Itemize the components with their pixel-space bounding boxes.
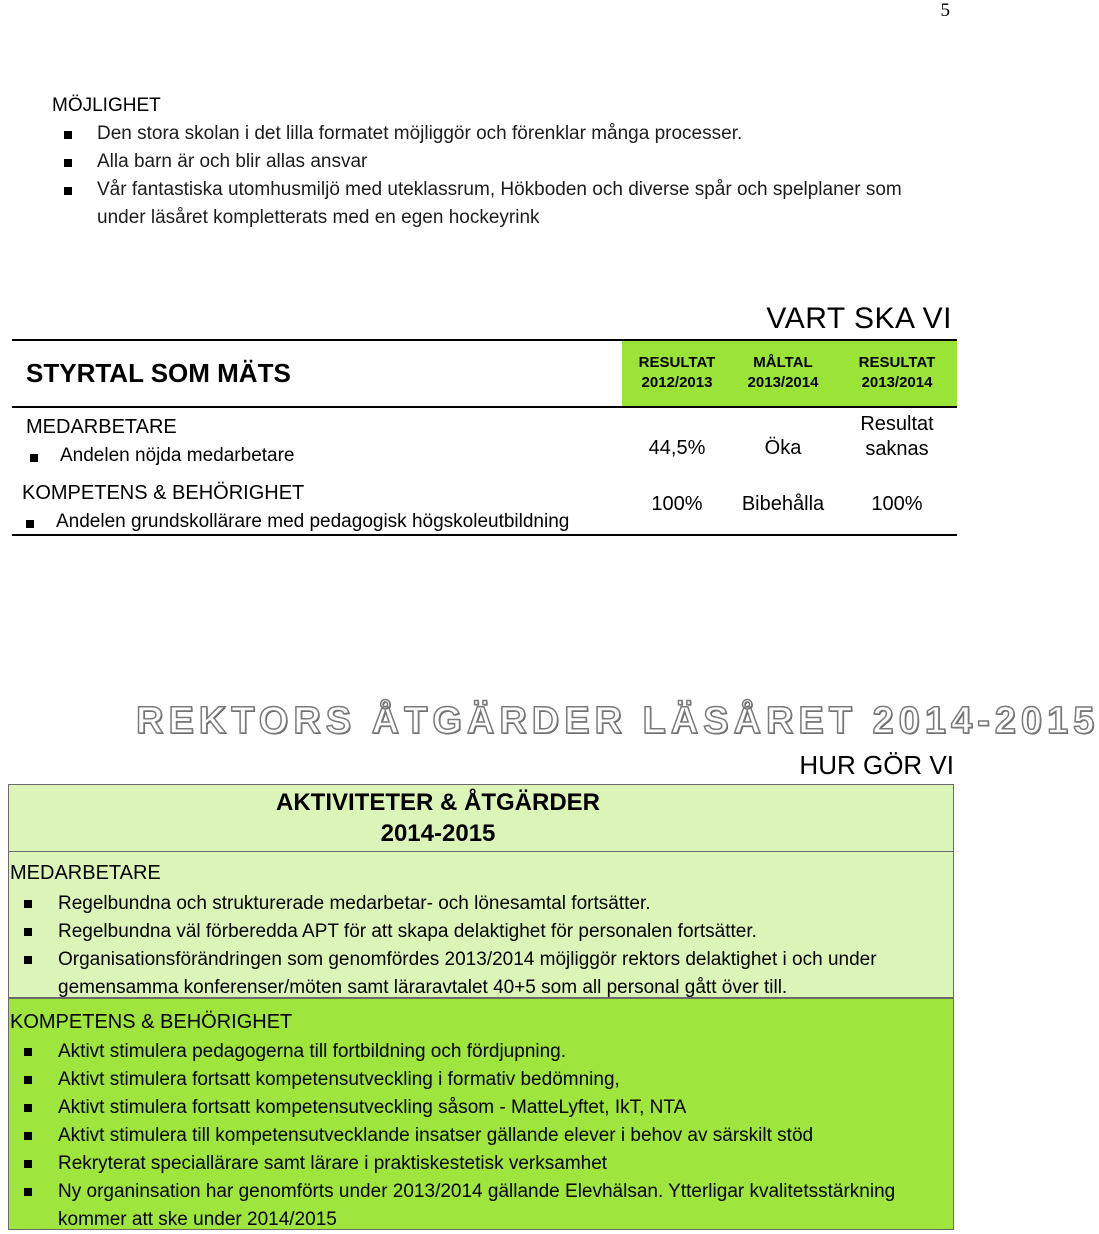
list-item: Aktivt stimulera fortsatt kompetensutveckling såsom - MatteLyftet, IkT, NTA	[10, 1094, 940, 1122]
column-header-line: 2013/2014	[747, 374, 819, 391]
medarbetare-heading: MEDARBETARE	[10, 862, 161, 884]
column-header-line: 2013/2014	[861, 374, 933, 391]
styrtal-title: STYRTAL SOM MÄTS	[26, 358, 291, 388]
list-item: Aktivt stimulera fortsatt kompetensutveckling i formativ bedömning,	[10, 1066, 940, 1094]
cell-resultat-2012: 100%	[651, 493, 703, 515]
column-header-resultat-2013	[837, 353, 957, 393]
column-header-line: RESULTAT	[638, 354, 716, 371]
row-item-nojda-medarbetare: Andelen nöjda medarbetare	[22, 445, 295, 467]
row-heading-medarbetare: MEDARBETARE	[26, 416, 177, 438]
list-item: Alla barn är och blir allas ansvar	[52, 148, 952, 176]
list-item: Aktivt stimulera pedagogerna till fortbildning och fördjupning.	[10, 1038, 940, 1066]
column-header-line: 2012/2013	[641, 374, 713, 391]
list-item: Den stora skolan i det lilla formatet möjliggör och förenklar många processer.	[52, 120, 952, 148]
column-header-line: MÅLTAL	[753, 354, 813, 371]
vart-ska-vi-label: VART SKA VI	[766, 302, 952, 335]
list-item: Regelbundna och strukturerade medarbetar- och lönesamtal fortsätter.	[10, 890, 940, 918]
kompetens-heading: KOMPETENS & BEHÖRIGHET	[10, 1011, 293, 1033]
hur-gor-vi-label: HUR GÖR VI	[799, 750, 954, 780]
table-top-border	[12, 339, 957, 341]
list-item: Ny organinsation har genomförts under 2013/2014 gällande Elevhälsan. Ytterligar kvalitetsstärkning kommer att ske under 2014/2015	[10, 1178, 940, 1234]
list-item: Rekryterat speciallärare samt lärare i praktiskestetisk verksamhet	[10, 1150, 940, 1178]
rektors-atgarder-title: REKTORS ÅTGÄRDER LÄSÅRET 2014-2015	[136, 700, 1099, 742]
row-item-grundskollarare: Andelen grundskollärare med pedagogisk högskoleutbildning	[18, 511, 569, 533]
list-item: Vår fantastiska utomhusmiljö med uteklassrum, Hökboden och diverse spår och spelplaner som under läsåret kompletterats med en egen hockeyrink	[52, 176, 952, 232]
mojlighet-list	[52, 120, 952, 232]
list-item: Aktivt stimulera till kompetensutvecklande insatser gällande elever i behov av särskilt stöd	[10, 1122, 940, 1150]
mojlighet-section	[52, 92, 952, 232]
aktiviteter-title: AKTIVITETER & ÅTGÄRDER	[276, 789, 600, 816]
table-header-divider	[12, 406, 957, 408]
cell-maltal: Bibehålla	[741, 493, 825, 515]
mojlighet-heading: MÖJLIGHET	[52, 95, 161, 116]
aktiviteter-header	[8, 784, 954, 852]
kompetens-list	[10, 1038, 940, 1234]
column-header-line: RESULTAT	[858, 354, 936, 371]
cell-resultat-2013: 100%	[871, 493, 923, 515]
medarbetare-list	[10, 890, 940, 1002]
page-number: 5	[940, 0, 950, 21]
column-header-maltal	[723, 353, 843, 393]
row-heading-kompetens: KOMPETENS & BEHÖRIGHET	[22, 482, 305, 504]
list-item: Regelbundna väl förberedda APT för att skapa delaktighet för personalen fortsätter.	[10, 918, 940, 946]
table-bottom-border	[12, 534, 957, 536]
column-header-resultat-2012	[617, 353, 737, 393]
cell-maltal: Öka	[764, 437, 802, 459]
cell-resultat-2013: Resultat saknas	[860, 413, 934, 460]
aktiviteter-year: 2014-2015	[380, 820, 496, 847]
cell-resultat-2012: 44,5%	[648, 437, 706, 459]
list-item: Organisationsförändringen som genomfördes 2013/2014 möjliggör rektors delaktighet i och under gemensamma konferenser/möten samt läraravtalet 40+5 som all personal gått över till.	[10, 946, 940, 1002]
